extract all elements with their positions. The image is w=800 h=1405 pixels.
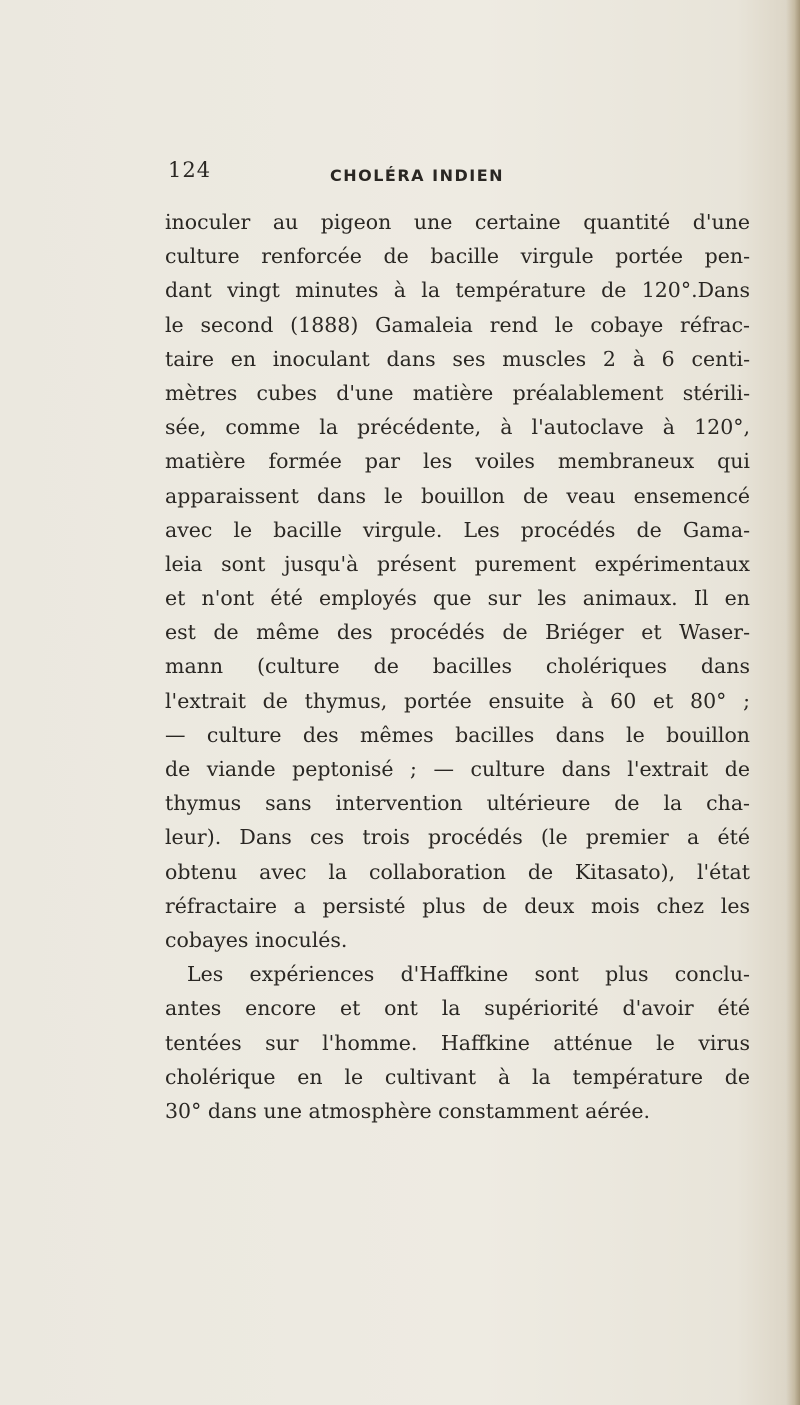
text-line: le second (1888) Gamaleia rend le cobaye réfrac-	[165, 312, 750, 337]
text-line: leur). Dans ces trois procédés (le premier a été	[165, 825, 750, 850]
text-line: cholérique en le cultivant à la température de	[165, 1064, 750, 1089]
body-text	[165, 205, 750, 1128]
text-line: sée, comme la précédente, à l'autoclave à 120°,	[165, 415, 750, 440]
text-line: taire en inoculant dans ses muscles 2 à 6 centi-	[165, 346, 750, 371]
text-line: mann (culture de bacilles cholériques dans	[165, 654, 750, 679]
text-line: dant vingt minutes à la température de 120°.Dans	[165, 278, 750, 303]
text-line: cobayes inoculés.	[165, 927, 348, 952]
page-number: 124	[168, 158, 212, 182]
text-line: réfractaire a persisté plus de deux mois chez les	[165, 893, 750, 918]
text-line: antes encore et ont la supériorité d'avoir été	[165, 996, 750, 1021]
text-line: obtenu avec la collaboration de Kitasato), l'état	[165, 859, 750, 884]
paragraph-first-line: Les expériences d'Haffkine sont plus conclu-	[187, 962, 750, 987]
text-line: apparaissent dans le bouillon de veau ensemencé	[165, 483, 750, 508]
text-line: 30° dans une atmosphère constamment aérée.	[165, 1098, 651, 1123]
text-line: inoculer au pigeon une certaine quantité d'une	[165, 210, 750, 234]
running-title: CHOLÉRA INDIEN	[330, 166, 505, 185]
page-edge-shadow	[786, 0, 800, 1405]
text-line: et n'ont été employés que sur les animaux. Il en	[165, 586, 750, 611]
text-line: tentées sur l'homme. Haffkine atténue le virus	[165, 1030, 750, 1055]
text-line: l'extrait de thymus, portée ensuite à 60 et 80° ;	[165, 688, 750, 713]
text-line: matière formée par les voiles membraneux qui	[165, 449, 750, 474]
text-line: mètres cubes d'une matière préalablement stérili-	[165, 380, 750, 405]
text-line: est de même des procédés de Briéger et Waser-	[165, 620, 750, 645]
text-line: thymus sans intervention ultérieure de la cha-	[165, 791, 750, 816]
text-line: avec le bacille virgule. Les procédés de Gama-	[165, 517, 750, 542]
text-line: — culture des mêmes bacilles dans le bouillon	[165, 722, 750, 747]
text-line: culture renforcée de bacille virgule portée pen-	[165, 244, 750, 269]
text-line: de viande peptonisé ; — culture dans l'extrait de	[165, 757, 750, 781]
text-line: leia sont jusqu'à présent purement expérimentaux	[165, 551, 750, 576]
